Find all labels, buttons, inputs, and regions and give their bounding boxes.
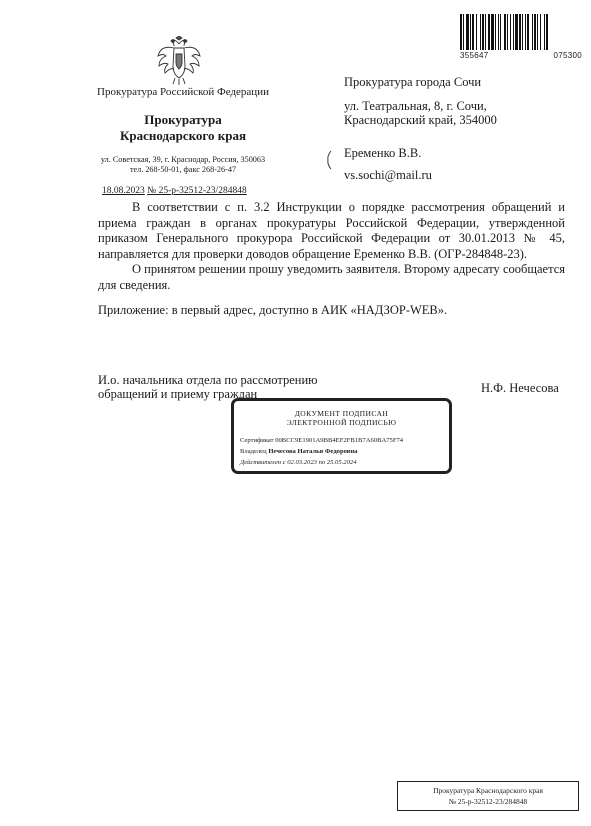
sender-title xyxy=(88,112,278,144)
signatory-position xyxy=(98,374,348,401)
addressee-address-line1: ул. Театральная, 8, г. Сочи, xyxy=(344,99,487,113)
bracket-mark xyxy=(326,150,332,170)
barcode-right-number: 075300 xyxy=(553,51,582,60)
letter-body xyxy=(98,200,565,343)
addressee-org: Прокуратура города Сочи xyxy=(344,75,482,89)
body-attachment: Приложение: в первый адрес, доступно в АИК «НАДЗОР-WEB». xyxy=(98,303,448,317)
sender-title-line2: Краснодарского края xyxy=(119,128,247,143)
barcode-left-number: 355647 xyxy=(460,51,489,60)
signatory-position-line1: И.о. начальника отдела по рассмотрению xyxy=(98,373,318,387)
signatory-name: Н.Ф. Нечесова xyxy=(481,381,559,395)
sender-title-line1: Прокуратура xyxy=(144,112,222,127)
coat-of-arms-emblem-icon xyxy=(156,36,202,86)
outgoing-date: 18.08.2023 xyxy=(102,186,145,196)
barcode xyxy=(459,14,583,50)
sender-address-line1: ул. Советская, 39, г. Краснодар, Россия, 350063 xyxy=(100,155,266,164)
body-paragraph-1: В соответствии с п. 3.2 Инструкции о порядке рассмотрения обращений и приема граждан в органах прокуратуры Российской Федерации, утвержденной приказом Генерального прокурора Российской Федерации от 30.01.2013 № 45, направляется для проверки доводов обращение Еременко В.В. (ОГР-284848-23). xyxy=(98,200,565,261)
registration-line1: Прокуратура Краснодарского края xyxy=(433,786,543,795)
outgoing-number: № 25-р-32512-23/284848 xyxy=(147,186,247,196)
addressee-person: Еременко В.В. xyxy=(344,146,422,160)
body-paragraph-2: О принятом решении прошу уведомить заявителя. Второму адресату сообщается для сведения. xyxy=(98,262,565,292)
stamp-owner-name: Нечесова Наталья Федоровна xyxy=(268,448,358,455)
electronic-signature-stamp xyxy=(231,398,452,474)
addressee-address xyxy=(344,99,554,127)
stamp-header-line2: ЭЛЕКТРОННОЙ ПОДПИСЬЮ xyxy=(286,418,397,427)
registration-stamp-box xyxy=(397,781,579,811)
sender-address-line2: тел. 268-50-01, факс 268-26-47 xyxy=(129,165,237,174)
addressee-block xyxy=(344,75,554,182)
stamp-owner-label: Владелец xyxy=(240,448,267,455)
barcode-numbers xyxy=(460,51,582,60)
registration-line2: № 25-р-32512-23/284848 xyxy=(448,797,528,806)
sender-address xyxy=(88,155,278,175)
addressee-address-line2: Краснодарский край, 354000 xyxy=(344,113,497,127)
stamp-header-line1: ДОКУМЕНТ ПОДПИСАН xyxy=(294,409,389,418)
stamp-validity: Действителен с 02.03.2023 по 25.05.2024 xyxy=(240,459,357,466)
stamp-certificate: Сертификат 00BCC9E1901A9BB4EF2FB1B7A60BA75F74 xyxy=(240,437,404,444)
stamp-owner xyxy=(240,448,357,456)
addressee-email: vs.sochi@mail.ru xyxy=(344,168,432,182)
signatory-position-line2: обращений и приему граждан xyxy=(98,386,258,401)
sender-federation-line: Прокуратура Российской Федерации xyxy=(97,86,269,98)
outgoing-reference xyxy=(102,186,282,196)
